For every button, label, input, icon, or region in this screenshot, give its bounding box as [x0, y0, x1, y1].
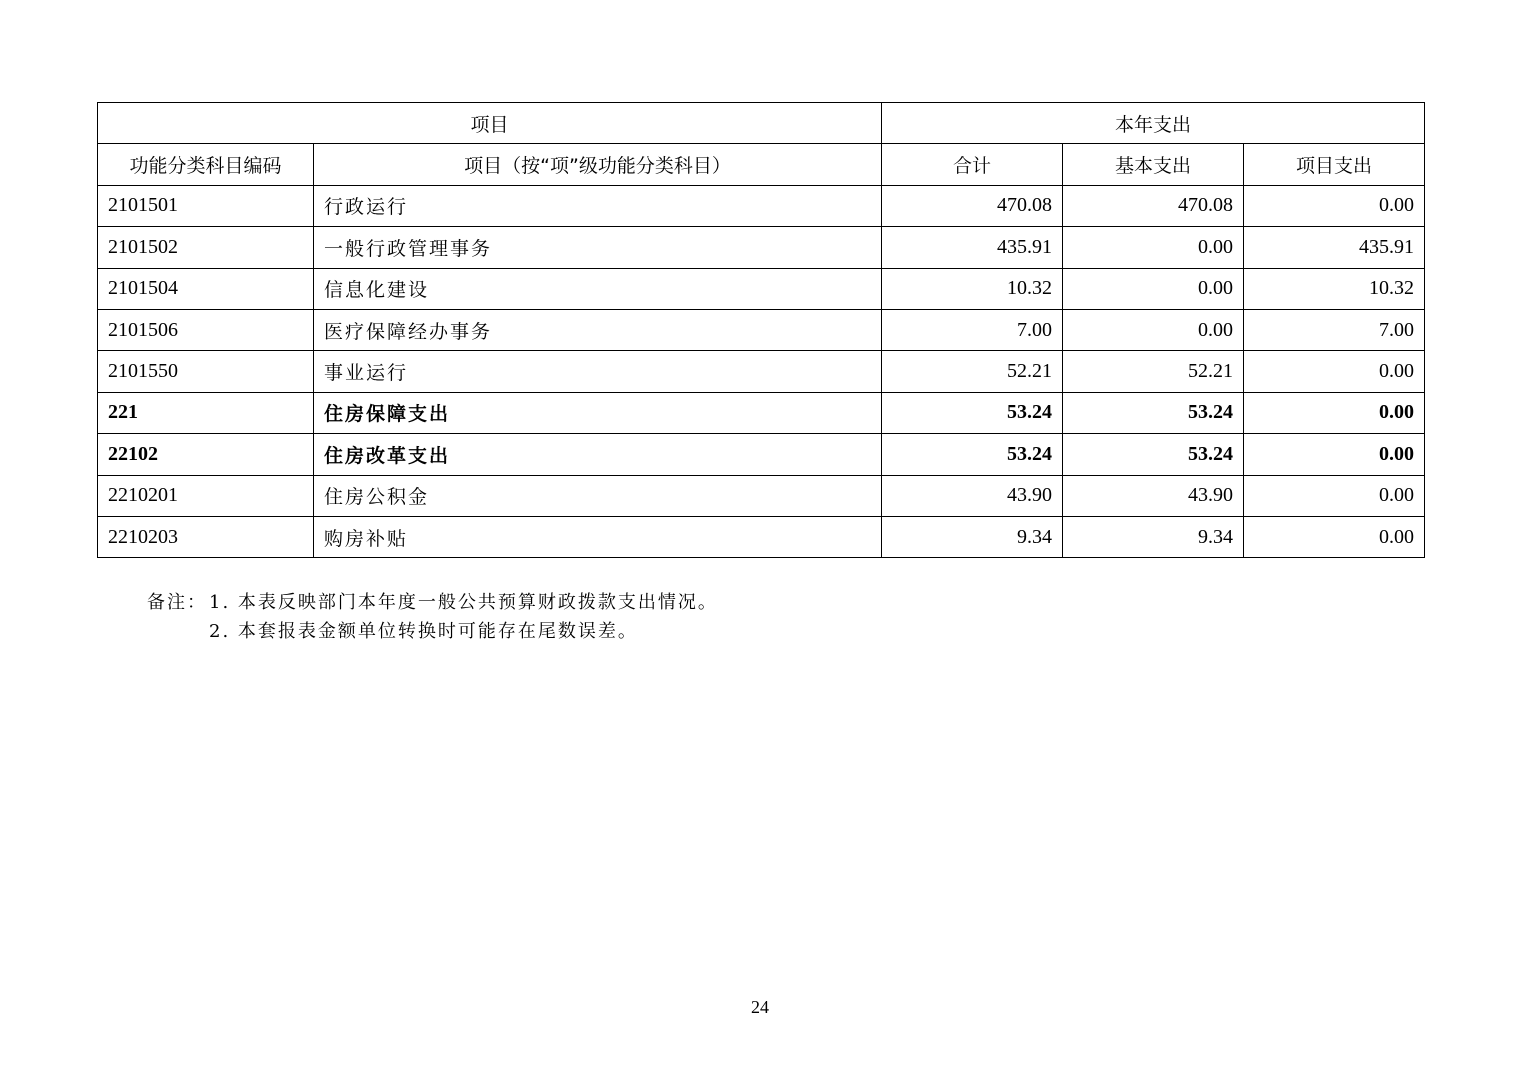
table-row: [98, 434, 1425, 475]
cell-project: 7.00: [1244, 309, 1425, 350]
cell-basic: 470.08: [1063, 185, 1244, 226]
header-project: 项目: [98, 103, 882, 144]
cell-basic: 53.24: [1063, 434, 1244, 475]
note-row-2: [147, 617, 718, 646]
header-row-2: [98, 144, 1425, 185]
table-row: [98, 309, 1425, 350]
notes-label-spacer: [147, 617, 209, 646]
cell-name: 住房改革支出: [314, 434, 882, 475]
cell-project: 0.00: [1244, 185, 1425, 226]
cell-code: 2101506: [98, 309, 314, 350]
cell-name: 信息化建设: [314, 268, 882, 309]
cell-total: 10.32: [882, 268, 1063, 309]
table-row: [98, 475, 1425, 516]
note-item: 2. 本套报表金额单位转换时可能存在尾数误差。: [209, 621, 638, 642]
cell-name: 一般行政管理事务: [314, 227, 882, 268]
header-project-expense: 项目支出: [1244, 144, 1425, 185]
table-row: [98, 227, 1425, 268]
cell-project: 0.00: [1244, 392, 1425, 433]
table-row: [98, 185, 1425, 226]
cell-name: 住房公积金: [314, 475, 882, 516]
cell-project: 0.00: [1244, 516, 1425, 557]
cell-name: 购房补贴: [314, 516, 882, 557]
cell-total: 435.91: [882, 227, 1063, 268]
notes-label: 备注：: [147, 592, 207, 613]
cell-project: 10.32: [1244, 268, 1425, 309]
cell-total: 470.08: [882, 185, 1063, 226]
cell-project: 435.91: [1244, 227, 1425, 268]
cell-project: 0.00: [1244, 475, 1425, 516]
cell-total: 53.24: [882, 392, 1063, 433]
cell-total: 43.90: [882, 475, 1063, 516]
header-current-year-expense: 本年支出: [882, 103, 1425, 144]
cell-name: 行政运行: [314, 185, 882, 226]
cell-basic: 0.00: [1063, 309, 1244, 350]
cell-basic: 43.90: [1063, 475, 1244, 516]
cell-total: 7.00: [882, 309, 1063, 350]
cell-code: 2210201: [98, 475, 314, 516]
cell-basic: 52.21: [1063, 351, 1244, 392]
cell-total: 52.21: [882, 351, 1063, 392]
note-item: 1. 本表反映部门本年度一般公共预算财政拨款支出情况。: [209, 592, 718, 613]
header-code: 功能分类科目编码: [98, 144, 314, 185]
cell-basic: 0.00: [1063, 227, 1244, 268]
header-total: 合计: [882, 144, 1063, 185]
table-row: [98, 351, 1425, 392]
expense-table-container: [97, 102, 1423, 558]
expense-table: [97, 102, 1425, 558]
note-row-1: [147, 588, 718, 617]
cell-code: 2101550: [98, 351, 314, 392]
cell-basic: 9.34: [1063, 516, 1244, 557]
cell-project: 0.00: [1244, 351, 1425, 392]
cell-total: 53.24: [882, 434, 1063, 475]
table-row: [98, 516, 1425, 557]
cell-code: 2101502: [98, 227, 314, 268]
table-row: [98, 268, 1425, 309]
cell-code: 2101501: [98, 185, 314, 226]
cell-code: 22102: [98, 434, 314, 475]
header-basic: 基本支出: [1063, 144, 1244, 185]
header-name: 项目（按“项”级功能分类科目）: [314, 144, 882, 185]
page-number: 24: [751, 997, 769, 1017]
table-row: [98, 392, 1425, 433]
cell-project: 0.00: [1244, 434, 1425, 475]
cell-name: 住房保障支出: [314, 392, 882, 433]
cell-name: 医疗保障经办事务: [314, 309, 882, 350]
header-row-1: [98, 103, 1425, 144]
cell-basic: 0.00: [1063, 268, 1244, 309]
cell-code: 221: [98, 392, 314, 433]
cell-code: 2101504: [98, 268, 314, 309]
cell-total: 9.34: [882, 516, 1063, 557]
table-body: [98, 185, 1425, 558]
notes: [147, 588, 718, 646]
cell-name: 事业运行: [314, 351, 882, 392]
cell-code: 2210203: [98, 516, 314, 557]
cell-basic: 53.24: [1063, 392, 1244, 433]
